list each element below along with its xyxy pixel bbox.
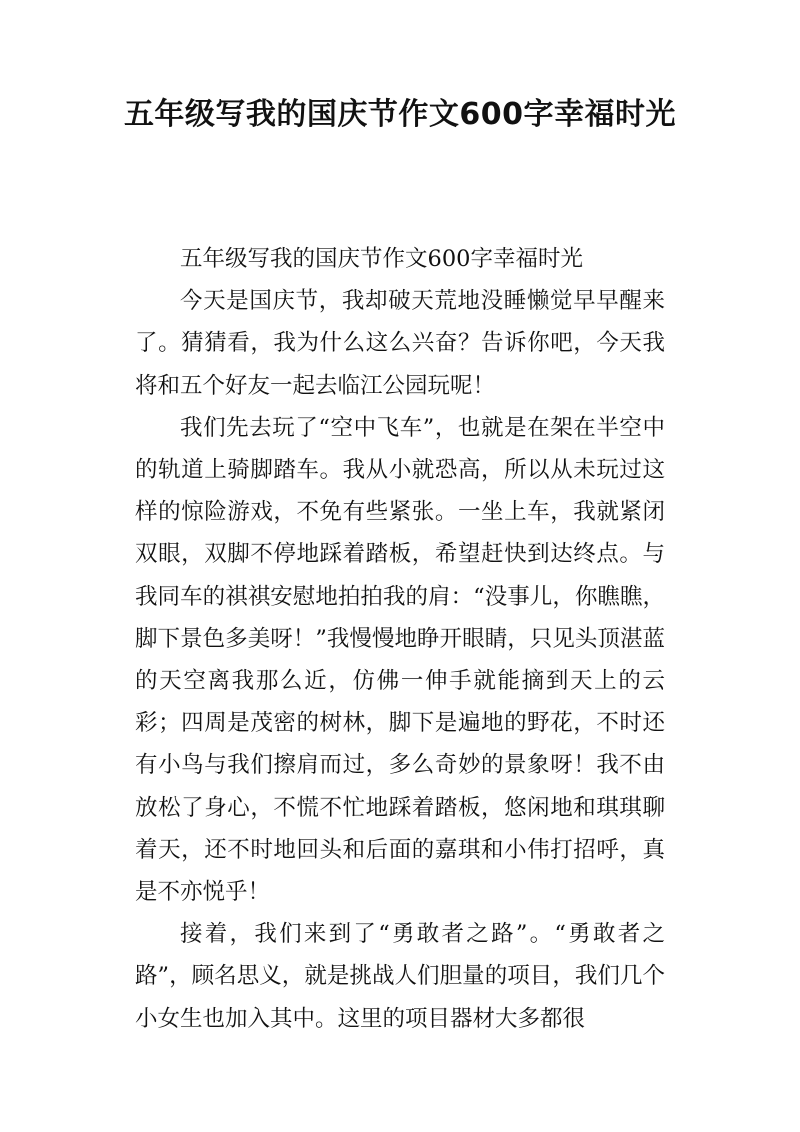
paragraph-intro: 今天是国庆节，我却破天荒地没睡懒觉早早醒来了。猜猜看，我为什么这么兴奋？告诉你吧，今天我将和五个好友一起去临江公园玩呢！ [135,288,665,399]
paragraph-brave-road: 接着，我们来到了“勇敢者之路”。“勇敢者之路”，顾名思义，就是挑战人们胆量的项目，我们几个小女生也加入其中。这里的项目器材大多都很 [135,921,665,1032]
document-title: 五年级写我的国庆节作文600字幸福时光 [123,97,677,132]
document-body [135,238,665,1040]
paragraph-heading-line: 五年级写我的国庆节作文600字幸福时光 [180,246,583,272]
paragraph-sky-bike: 我们先去玩了“空中飞车”，也就是在架在半空中的轨道上骑脚踏车。我从小就恐高，所以从未玩过这样的惊险游戏，不免有些紧张。一坐上车，我就紧闭双眼，双脚不停地踩着踏板，希望赶快到达终点。与我同车的祺祺安慰地拍拍我的肩：“没事儿，你瞧瞧，脚下景色多美呀！”我慢慢地睁开眼睛，只见头顶湛蓝的天空离我那么近，仿佛一伸手就能摘到天上的云彩；四周是茂密的树林，脚下是遍地的野花，不时还有小鸟与我们擦肩而过，多么奇妙的景象呀！我不由放松了身心，不慌不忙地踩着踏板，悠闲地和琪琪聊着天，还不时地回头和后面的嘉琪和小伟打招呼，真是不亦悦乎！ [135,414,665,906]
